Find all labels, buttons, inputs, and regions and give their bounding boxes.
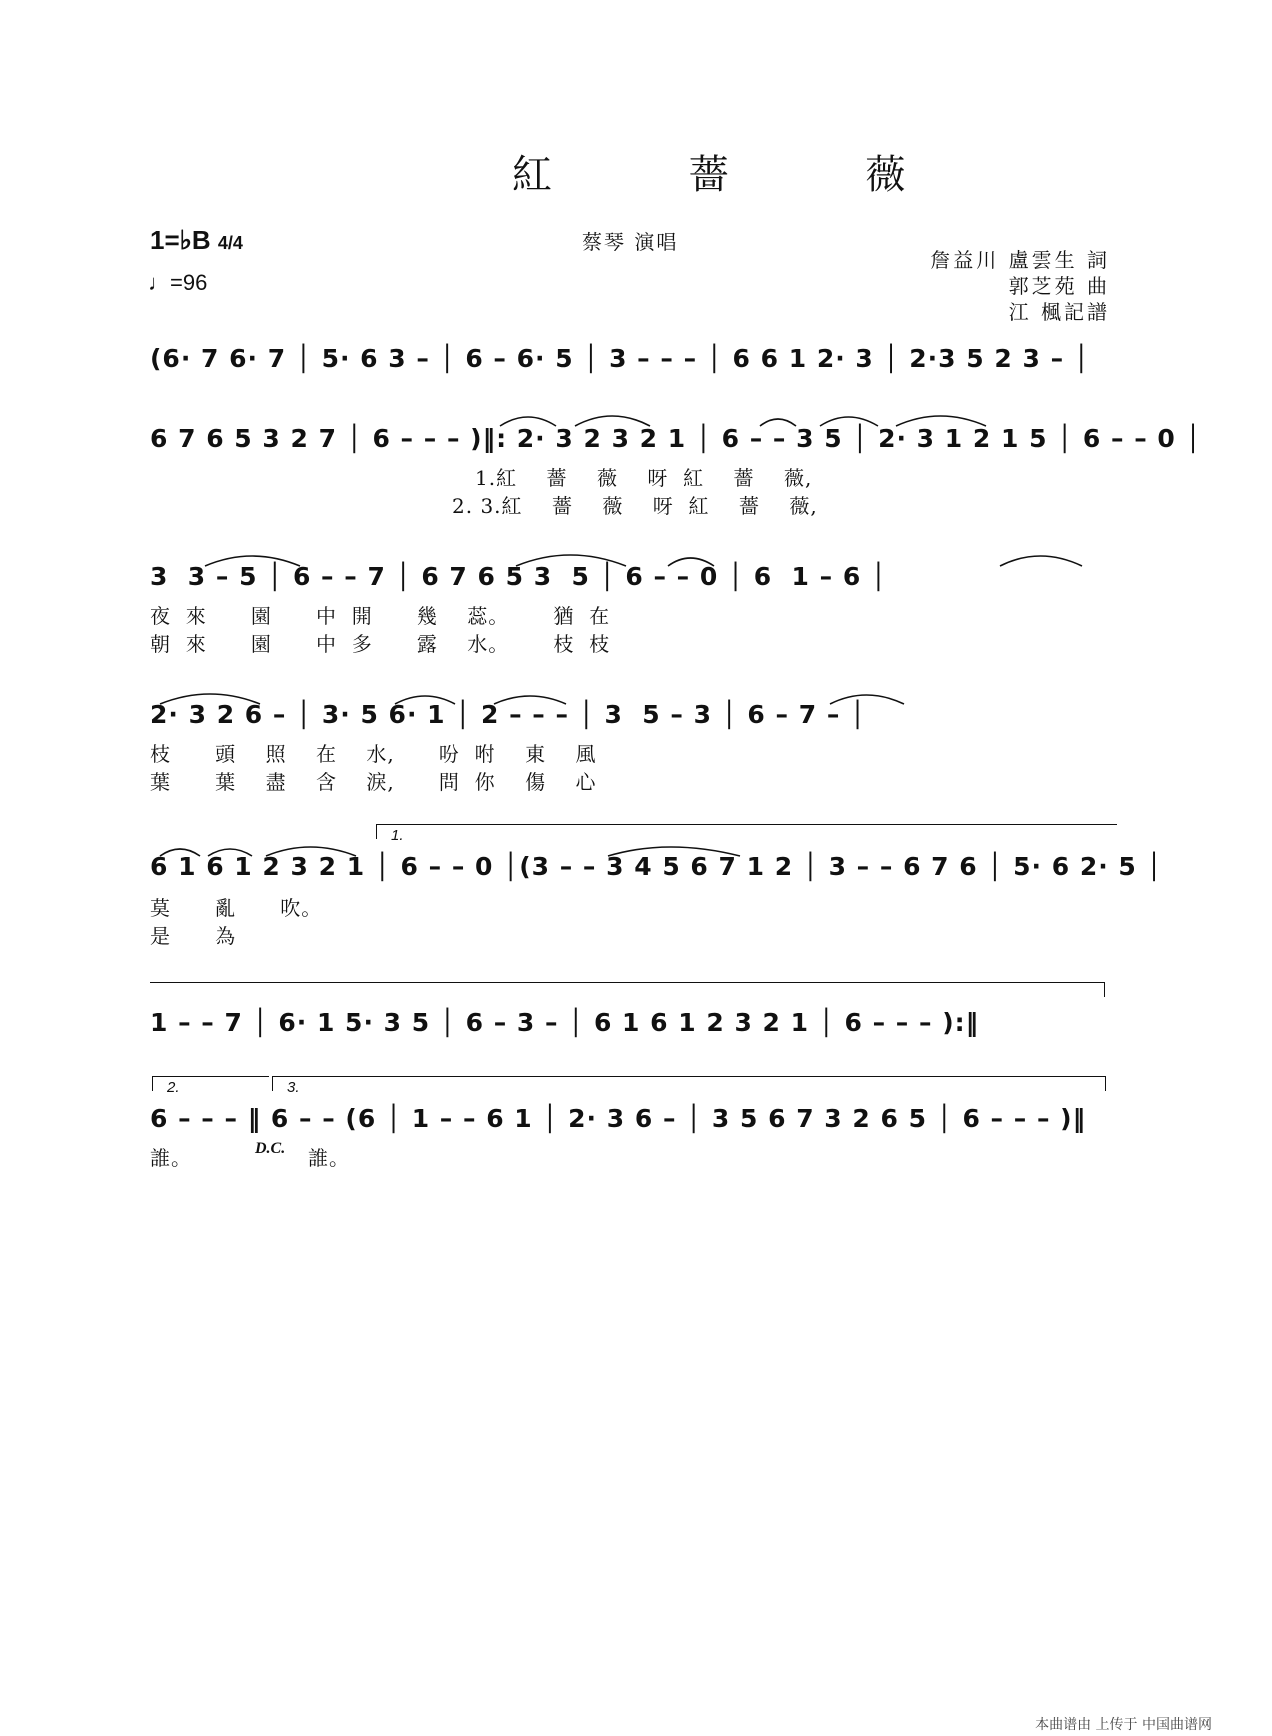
volta-number: 1.	[391, 827, 404, 844]
score-system-7: 6 – – – ‖ 6 – – (6 │ 1 – – 6 1 │ 2· 3 6 – │ 3 5 6 7 3 2 6 5 │ 6 – – – )‖	[150, 1104, 1087, 1133]
lyric-line: 莫 亂 吹。	[150, 896, 323, 920]
lyric-line: 夜 來 園 中 開 幾 蕊。 猶 在	[150, 604, 611, 628]
volta-number: 3.	[287, 1079, 300, 1096]
page-title: 紅 薔 薇	[512, 152, 968, 198]
time-signature: 4/4	[217, 233, 243, 253]
repeat-bracket-line	[150, 982, 1105, 997]
key-signature	[150, 225, 243, 256]
score-system-3: 3 3 – 5 │ 6 – – 7 │ 6 7 6 5 3 5 │ 6 – – 0 │ 6 1 – 6 │	[150, 562, 887, 591]
lyric-line: 朝 來 園 中 多 露 水。 枝 枝	[150, 632, 611, 656]
score-system-5: 6 1 6 1 2 3 2 1 │ 6 – – 0 │(3 – – 3 4 5 6 7 1 2 │ 3 – – 6 7 6 │ 5· 6 2· 5 │	[150, 852, 1163, 881]
tempo-marking: ♩=96	[148, 270, 208, 295]
volta-bracket-1	[376, 824, 1117, 844]
lyric-word: 誰。	[150, 1146, 192, 1170]
lyric-line: 1.紅 薔 薇 呀 紅 薔 薇,	[475, 466, 813, 490]
da-capo-marking: D.C.	[255, 1140, 286, 1157]
score-system-2: 6 7 6 5 3 2 7 │ 6 – – – )‖: 2· 3 2 3 2 1 │ 6 – – 3 5 │ 2· 3 1 2 1 5 │ 6 – – 0 │	[150, 424, 1202, 453]
volta-bracket-2	[152, 1076, 269, 1096]
lyric-line: 枝 頭 照 在 水, 吩 咐 東 風	[150, 742, 597, 766]
lyric-line: 是 為	[150, 924, 237, 948]
transcriber-credit: 江 楓記譜	[1008, 300, 1110, 324]
lyric-line: 2. 3.紅 薔 薇 呀 紅 薔 薇,	[452, 494, 818, 518]
score-system-4: 2· 3 2 6 – │ 3· 5 6· 1 │ 2 – – – │ 3 5 – 3 │ 6 – 7 – │	[150, 700, 867, 729]
score-system-6: 1 – – 7 │ 6· 1 5· 3 5 │ 6 – 3 – │ 6 1 6 1 2 3 2 1 │ 6 – – – ):‖	[150, 1008, 980, 1037]
performer-credit: 蔡琴 演唱	[582, 230, 679, 254]
lyricist-credit: 詹益川 盧雲生 詞	[930, 248, 1110, 272]
lyric-line: 葉 葉 盡 含 淚, 問 你 傷 心	[150, 770, 597, 794]
key-text: 1=♭B	[150, 225, 211, 255]
watermark-footer: 本曲谱由 上传于 中国曲谱网	[1035, 1717, 1212, 1733]
lyric-word: 誰。	[308, 1146, 350, 1170]
score-system-1: (6· 7 6· 7 │ 5· 6 3 – │ 6 – 6· 5 │ 3 – – – │ 6 6 1 2· 3 │ 2·3 5 2 3 – │	[150, 344, 1090, 373]
composer-credit: 郭芝苑 曲	[1008, 274, 1110, 298]
volta-bracket-3	[272, 1076, 1106, 1096]
volta-number: 2.	[167, 1079, 180, 1096]
